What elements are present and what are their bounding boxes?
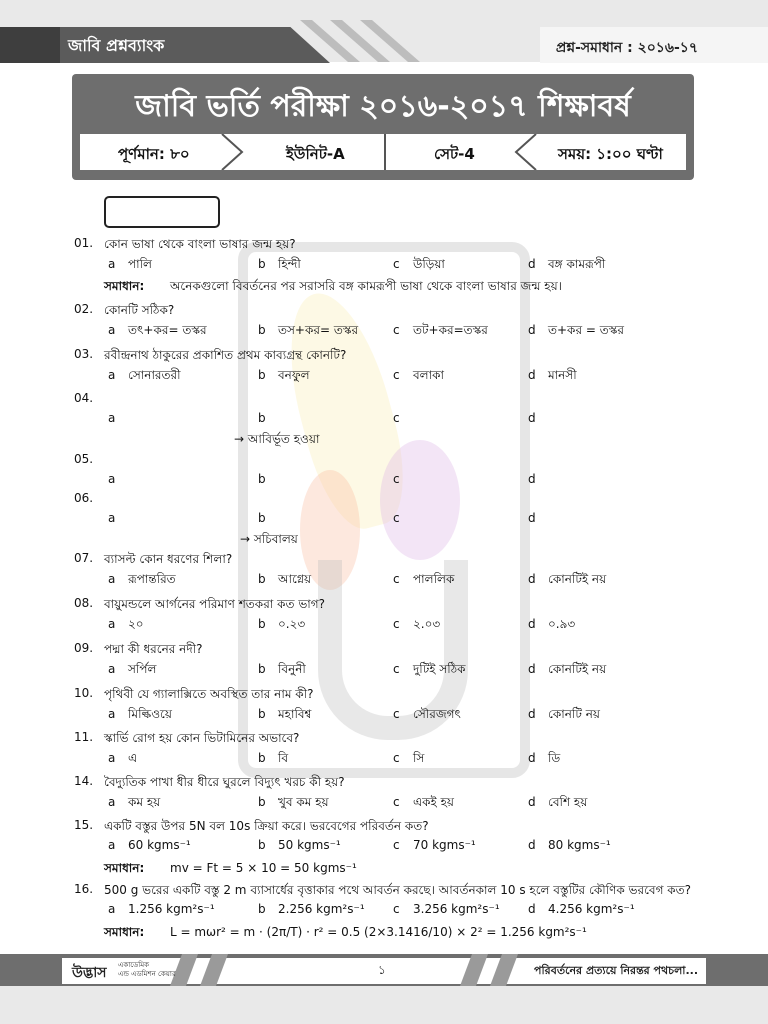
option-b — [258, 750, 288, 770]
solution-text: অনেকগুলো বিবর্তনের পর সরাসরি বঙ্গ কামরূপী ভাষা থেকে বাংলা ভাষার জন্ম হয়। — [170, 279, 562, 293]
question-number: 10. — [74, 686, 94, 700]
option-b — [258, 411, 278, 425]
footer-tagline: পরিবর্তনের প্রত্যয়ে নিরন্তর পথচলা... — [534, 964, 698, 977]
footer-logo-sub: একাডেমিক এন্ড এডমিশন কেয়ার — [118, 961, 176, 978]
option-letter: a — [108, 751, 116, 765]
option-letter: d — [528, 472, 536, 486]
option-b — [258, 472, 278, 486]
option-text: সৌরজগৎ — [413, 707, 461, 721]
option-a — [108, 616, 144, 636]
option-d — [528, 902, 635, 916]
option-letter: c — [393, 472, 400, 486]
option-b — [258, 511, 278, 525]
option-b — [258, 706, 311, 726]
question-text: কোন ভাষা থেকে বাংলা ভাষার জন্ম হয়? — [104, 237, 296, 251]
option-letter: d — [528, 411, 536, 425]
option-text: সি — [413, 751, 425, 765]
option-letter: c — [393, 511, 400, 525]
option-d — [528, 472, 548, 486]
option-letter: b — [258, 572, 266, 586]
option-letter: c — [393, 751, 400, 765]
option-a — [108, 571, 176, 591]
option-a — [108, 902, 215, 916]
option-letter: a — [108, 838, 116, 852]
option-letter: a — [108, 662, 116, 676]
header-section-label: প্রশ্ন-সমাধান : ২০১৬-১৭ — [555, 40, 698, 56]
option-letter: c — [393, 368, 400, 382]
option-text: 60 kgms⁻¹ — [128, 838, 191, 852]
option-a — [108, 367, 181, 387]
option-letter: c — [393, 707, 400, 721]
unit-label: ইউনিট-A — [286, 145, 345, 163]
option-c — [393, 571, 454, 591]
question-number: 02. — [74, 302, 94, 316]
question-number: 11. — [74, 730, 94, 744]
question-number: 14. — [74, 774, 94, 788]
option-letter: a — [108, 795, 116, 809]
option-c — [393, 367, 444, 387]
option-letter: a — [108, 511, 116, 525]
option-text: তৎ+কর= তস্কর — [128, 323, 207, 337]
question-text: স্কার্ভি রোগ হয় কোন ভিটামিনের অভাবে? — [104, 731, 300, 745]
question-number: 03. — [74, 347, 94, 361]
option-text: 50 kgms⁻¹ — [278, 838, 341, 852]
question-number: 06. — [74, 491, 94, 505]
option-letter: a — [108, 411, 116, 425]
question-text: পৃথিবী যে গ্যালাক্সিতে অবস্থিত তার নাম কী? — [104, 687, 314, 701]
header-brand: জাবি প্রশ্নব্যাংক — [68, 36, 165, 55]
option-letter: d — [528, 257, 536, 271]
option-letter: b — [258, 617, 266, 631]
option-c — [393, 838, 476, 852]
full-marks: পূর্ণমান: ৮০ — [118, 145, 190, 163]
chevron-right-icon — [220, 134, 244, 170]
answer-note: → সচিবালয় — [240, 532, 298, 546]
option-letter: a — [108, 902, 116, 916]
option-b — [258, 661, 306, 681]
option-c — [393, 411, 413, 425]
option-b — [258, 322, 358, 342]
option-b — [258, 367, 310, 387]
exam-title: জাবি ভর্তি পরীক্ষা ২০১৬-২০১৭ শিক্ষাবর্ষ — [135, 89, 631, 124]
question-text: বায়ুমন্ডলে আর্গনের পরিমাণ শতকরা কত ভাগ? — [104, 597, 325, 611]
option-letter: b — [258, 257, 266, 271]
option-d — [528, 794, 587, 814]
option-text: পালি — [128, 257, 153, 271]
option-d — [528, 411, 548, 425]
option-letter: c — [393, 411, 400, 425]
solution-label: সমাধান: — [104, 925, 145, 939]
solution-line — [104, 278, 562, 298]
question-number: 16. — [74, 882, 94, 896]
time-label: সময়: ১:০০ ঘণ্টা — [558, 145, 663, 163]
option-text: তস+কর= তস্কর — [278, 323, 359, 337]
option-letter: d — [528, 617, 536, 631]
option-text: ২০ — [128, 617, 144, 631]
option-b — [258, 838, 341, 852]
option-c — [393, 750, 424, 770]
option-a — [108, 256, 152, 276]
option-text: 2.256 kgm²s⁻¹ — [278, 902, 365, 916]
option-letter: d — [528, 838, 536, 852]
option-text: কোনটিই নয় — [548, 662, 607, 676]
page-number: ১ — [378, 963, 386, 977]
option-text: সোনারতরী — [128, 368, 181, 382]
option-text: সর্পিল — [128, 662, 157, 676]
option-letter: a — [108, 368, 116, 382]
option-letter: b — [258, 472, 266, 486]
option-d — [528, 661, 606, 681]
option-a — [108, 750, 137, 770]
option-text: হিন্দী — [278, 257, 301, 271]
option-letter: c — [393, 257, 400, 271]
option-text: 3.256 kgm²s⁻¹ — [413, 902, 500, 916]
option-letter: a — [108, 472, 116, 486]
option-letter: d — [528, 707, 536, 721]
option-text: দুটিই সঠিক — [413, 662, 466, 676]
option-letter: d — [528, 902, 536, 916]
solution-label: সমাধান: — [104, 861, 145, 875]
option-text: 1.256 kgm²s⁻¹ — [128, 902, 215, 916]
option-d — [528, 511, 548, 525]
option-a — [108, 411, 128, 425]
option-text: কোনটি নয় — [548, 707, 600, 721]
option-text: বিনুনী — [278, 662, 306, 676]
option-c — [393, 794, 454, 814]
question-text: কোনটি সঠিক? — [104, 303, 175, 317]
option-text: ডি — [548, 751, 561, 765]
option-text: পাললিক — [413, 572, 455, 586]
question-number: 09. — [74, 641, 94, 655]
option-text: তট+কর=তস্কর — [413, 323, 488, 337]
option-text: খুব কম হয় — [278, 795, 329, 809]
solution-label: সমাধান: — [104, 279, 145, 293]
option-letter: b — [258, 368, 266, 382]
option-a — [108, 838, 191, 852]
footer-logo: উদ্ভাস — [72, 965, 107, 981]
page-header — [0, 0, 768, 62]
option-text: বনফুল — [278, 368, 310, 382]
option-d — [528, 706, 600, 726]
option-c — [393, 616, 440, 636]
option-letter: c — [393, 795, 400, 809]
exam-info-bar — [80, 134, 686, 170]
option-letter: d — [528, 323, 536, 337]
question-number: 05. — [74, 452, 94, 466]
question-text: বৈদ্যুতিক পাখা ধীর ধীরে ঘুরলে বিদ্যুৎ খরচ কী হয়? — [104, 775, 345, 789]
page-footer — [0, 954, 768, 1024]
option-text: মহাবিশ্ব — [278, 707, 312, 721]
question-text: পদ্মা কী ধরনের নদী? — [104, 642, 203, 656]
option-c — [393, 256, 445, 276]
option-letter: d — [528, 662, 536, 676]
option-text: উড়িয়া — [413, 257, 445, 271]
option-c — [393, 902, 500, 916]
solution-text: mv = Ft = 5 × 10 = 50 kgms⁻¹ — [170, 861, 357, 875]
option-text: বেশি হয় — [548, 795, 588, 809]
option-d — [528, 256, 605, 276]
option-letter: a — [108, 617, 116, 631]
title-box — [72, 74, 694, 180]
option-d — [528, 838, 611, 852]
option-d — [528, 750, 560, 770]
option-text: কম হয় — [128, 795, 161, 809]
option-text: 70 kgms⁻¹ — [413, 838, 476, 852]
question-number: 07. — [74, 551, 94, 565]
option-a — [108, 794, 160, 814]
option-c — [393, 511, 413, 525]
option-b — [258, 794, 329, 814]
option-text: বলাকা — [413, 368, 444, 382]
question-number: 08. — [74, 596, 94, 610]
option-letter: c — [393, 572, 400, 586]
option-c — [393, 322, 488, 342]
option-d — [528, 616, 575, 636]
option-letter: d — [528, 368, 536, 382]
option-letter: b — [258, 511, 266, 525]
option-text: ত+কর = তস্কর — [548, 323, 624, 337]
option-letter: b — [258, 707, 266, 721]
question-text: রবীন্দ্রনাথ ঠাকুরের প্রকাশিত প্রথম কাব্যগ্রন্থ কোনটি? — [104, 348, 347, 362]
option-letter: c — [393, 617, 400, 631]
solution-line — [104, 860, 357, 880]
option-c — [393, 472, 413, 486]
solution-line — [104, 924, 587, 944]
answer-note: → আবির্ভূত হওয়া — [234, 432, 320, 446]
option-text: ০.২৩ — [278, 617, 306, 631]
option-letter: b — [258, 838, 266, 852]
option-text: কোনটিই নয় — [548, 572, 607, 586]
option-b — [258, 616, 305, 636]
set-label: সেট-4 — [434, 145, 475, 163]
option-letter: a — [108, 323, 116, 337]
option-letter: a — [108, 707, 116, 721]
option-text: একই হয় — [413, 795, 454, 809]
option-letter: b — [258, 411, 266, 425]
solution-text: L = mωr² = m · (2π/T) · r² = 0.5 (2×3.1416/10) × 2² = 1.256 kgm²s⁻¹ — [170, 925, 587, 939]
option-a — [108, 511, 128, 525]
option-text: ০.৯৩ — [548, 617, 576, 631]
option-letter: c — [393, 323, 400, 337]
option-letter: c — [393, 838, 400, 852]
question-number: 01. — [74, 236, 94, 250]
option-a — [108, 322, 207, 342]
question-number: 15. — [74, 818, 94, 832]
option-text: ২.০৩ — [413, 617, 441, 631]
option-letter: b — [258, 751, 266, 765]
question-number: 04. — [74, 391, 94, 405]
option-text: মানসী — [548, 368, 577, 382]
option-letter: b — [258, 795, 266, 809]
question-text: ব্যাসল্ট কোন ধরণের শিলা? — [104, 552, 233, 566]
option-text: বি — [278, 751, 289, 765]
option-letter: d — [528, 572, 536, 586]
option-d — [528, 367, 577, 387]
option-letter: c — [393, 662, 400, 676]
option-text: এ — [128, 751, 138, 765]
option-letter: d — [528, 795, 536, 809]
option-letter: b — [258, 662, 266, 676]
option-letter: c — [393, 902, 400, 916]
option-text: মিল্কিওয়ে — [128, 707, 172, 721]
option-d — [528, 571, 606, 591]
option-letter: b — [258, 902, 266, 916]
option-c — [393, 706, 461, 726]
option-letter: a — [108, 257, 116, 271]
option-letter: d — [528, 511, 536, 525]
option-text: আগ্নেয় — [278, 572, 312, 586]
option-b — [258, 902, 365, 916]
option-b — [258, 571, 311, 591]
blank-box — [104, 196, 220, 228]
option-c — [393, 661, 466, 681]
option-a — [108, 706, 172, 726]
option-b — [258, 256, 301, 276]
question-text: একটি বস্তুর উপর 5N বল 10s ক্রিয়া করে। ভরবেগের পরিবর্তন কত? — [104, 819, 429, 833]
chevron-left-icon — [514, 134, 538, 170]
option-letter: d — [528, 751, 536, 765]
option-text: 80 kgms⁻¹ — [548, 838, 611, 852]
option-d — [528, 322, 624, 342]
option-a — [108, 472, 128, 486]
option-letter: a — [108, 572, 116, 586]
option-a — [108, 661, 156, 681]
option-text: বঙ্গ কামরূপী — [548, 257, 606, 271]
option-letter: b — [258, 323, 266, 337]
question-text: 500 g ভরের একটি বস্তু 2 m ব্যাসার্ধের বৃত্তাকার পথে আবর্তন করছে। আবর্তনকাল 10 s হলে বস্তুটির কৌণিক ভরবেগ কত? — [104, 883, 692, 897]
option-text: রূপান্তরিত — [128, 572, 176, 586]
option-text: 4.256 kgm²s⁻¹ — [548, 902, 635, 916]
